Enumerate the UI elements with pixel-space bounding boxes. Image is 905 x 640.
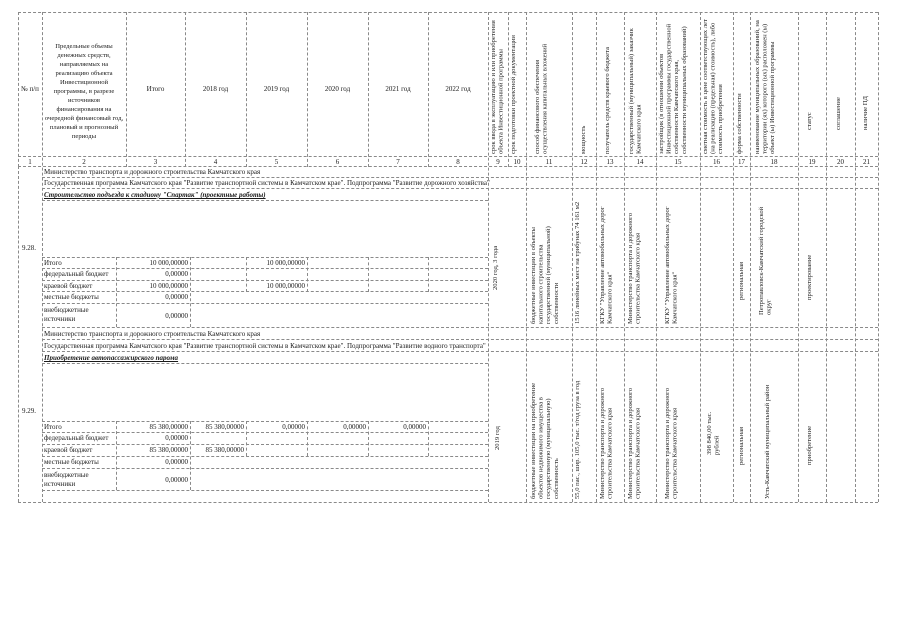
- colnum: 20: [837, 158, 844, 166]
- s2-row-2018: 85 380,00000: [205, 423, 244, 431]
- s2-col9: 2019 год: [494, 426, 501, 450]
- colnum: 10: [513, 158, 521, 166]
- colnum: 16: [713, 158, 720, 166]
- colnum: 1: [28, 158, 32, 166]
- s1-col11: бюджетные инвестиции в объекты капитального строительства государственной (муниципальной) собственности: [530, 226, 560, 324]
- section2-ministry: Министерство транспорта и дорожного строительства Камчатского края: [44, 330, 261, 338]
- header-col18: наименование муниципальных образований, на территории (ях) которого (ых) расположен (ы) объект (ы) Инвестиционной программы: [754, 20, 777, 154]
- s1-row-2019: 10 000,00000: [266, 282, 305, 290]
- header-col11: способ финансового обеспечения осуществления капитальных вложений: [534, 43, 549, 154]
- header-num: № п/п: [21, 85, 39, 93]
- section2-program: Государственная программа Камчатского края "Развитие транспортной системы в Камчатском крае". Подпрограмма "Развитие водного транспорта": [44, 342, 486, 350]
- s1-row-total: 10 000,00000: [149, 259, 188, 267]
- colnum: 21: [863, 158, 870, 166]
- header-2022: 2022 год: [445, 85, 471, 93]
- colnum: 3: [153, 158, 158, 166]
- header-col13: получатель средств краевого бюджета: [604, 47, 611, 154]
- s2-col15: Министерство транспорта и дорожного строительства Камчатского края: [664, 388, 679, 499]
- s2-row-total: 0,00000: [165, 458, 188, 466]
- header-col15: застройщик (в отношении объектов Инвестиционной программы государственной собственности Камчатского края, собственности муниципальных образований): [658, 23, 688, 154]
- s2-col19: приобретение: [806, 425, 813, 465]
- s2-col13: Министерство транспорта и дорожного строительства Камчатского края: [599, 388, 614, 499]
- header-col9: срок ввода в эксплуатацию и или приобретения объекта Инвестиционной программы: [490, 20, 505, 154]
- s2-col14: Министерство транспорта и дорожного строительства Камчатского края: [627, 388, 642, 499]
- s1-col9: 2020 год, 3 года: [492, 245, 499, 290]
- header-col12: мощность: [580, 125, 587, 154]
- colnum: 4: [213, 158, 218, 166]
- colnum: 15: [674, 158, 682, 166]
- s2-row-2021: 0,00000: [403, 423, 426, 431]
- s1-row-label: федеральный бюджет: [44, 270, 109, 278]
- s2-col18: Усть-Камчатский муниципальный район: [764, 384, 771, 499]
- s2-row-2019: 0,00000: [282, 423, 305, 431]
- header-2021: 2021 год: [385, 85, 411, 93]
- colnum: 8: [456, 158, 460, 166]
- s2-row-2020: 0,00000: [343, 423, 366, 431]
- s2-row-label: внебюджетные источники: [44, 471, 89, 488]
- colnum: 18: [770, 158, 778, 166]
- s2-row-label: Итого: [44, 423, 62, 431]
- s2-row-total: 0,00000: [165, 476, 188, 484]
- header-limits: Предельные объемы денежных средств, направляемых на реализацию объекта Инвестиционной программы, в разрезе источников финансирования на очередной финансовый год, плановый и прогнозный периоды: [44, 43, 124, 140]
- s1-row-label: местные бюджеты: [44, 293, 99, 301]
- colnum: 13: [606, 158, 614, 166]
- s2-col16: 398 840,00 тыс. рублей: [706, 411, 721, 455]
- s2-row-label: краевой бюджет: [44, 446, 93, 454]
- header-col17: форма собственности: [736, 93, 743, 154]
- s2-col12: 55,0 пас., шир. 105,0 тыс. т/год груза в год: [574, 380, 581, 499]
- s1-col17: региональная: [738, 261, 745, 300]
- header-2019: 2019 год: [263, 85, 290, 93]
- colnum: 19: [808, 158, 816, 166]
- section1-number: 9.28.: [22, 244, 36, 252]
- s1-row-total: 0,00000: [165, 270, 188, 278]
- colnum: 7: [396, 158, 400, 166]
- section1-program: Государственная программа Камчатского края "Развитие транспортной системы в Камчатском крае". Подпрограмма "Развитие дорожного хозяйства": [44, 179, 490, 187]
- s2-col17: региональная: [738, 426, 745, 465]
- colnum: 12: [580, 158, 588, 166]
- colnum: 14: [636, 158, 644, 166]
- s1-row-label: внебюджетные источники: [44, 306, 89, 323]
- colnum: 6: [335, 158, 340, 166]
- s1-col19: проектирование: [806, 254, 813, 300]
- colnum: 9: [496, 158, 500, 166]
- header-bottom-border: [18, 156, 878, 157]
- section2-number: 9.29.: [22, 407, 36, 415]
- header-2018: 2018 год: [202, 85, 229, 93]
- s1-row-total: 10 000,00000: [149, 282, 188, 290]
- s1-col14: Министерство транспорта и дорожного строительства Камчатского края: [627, 213, 642, 324]
- header-col10: срок подготовки проектной документации: [510, 35, 517, 154]
- colnum: 17: [738, 158, 745, 166]
- colnum: 5: [274, 158, 279, 166]
- s1-row-label: Итого: [44, 259, 62, 267]
- s1-row-2019: 10 000,00000: [266, 259, 305, 267]
- header-col20: соглашение: [835, 97, 842, 130]
- section2-object: Приобретение автопассажирского парома: [44, 354, 179, 362]
- s1-row-label: краевой бюджет: [44, 282, 93, 290]
- header-col14: государственный (муниципальный) заказчик Камчатского края: [628, 28, 643, 154]
- s1-col15: КГКУ "Управление автомобильных дорог Камчатского края": [664, 206, 679, 324]
- colnum: 11: [545, 158, 553, 166]
- header-col19: статус: [806, 112, 813, 130]
- s2-row-label: федеральный бюджет: [44, 434, 109, 442]
- s1-col18: Петропавловск-Камчатский городской округ: [758, 206, 773, 315]
- table-top-border: [18, 12, 878, 13]
- s2-col11: бюджетные инвестиции на приобретение объектов недвижимого имущества в государственную (муниципальную) собственность: [530, 382, 560, 499]
- section1-object: Строительство подъезда к стадиону "Спартак" (проектные работы): [44, 191, 266, 199]
- section1-ministry: Министерство транспорта и дорожного строительства Камчатского края: [44, 168, 261, 176]
- header-col16: сметная стоимость в цене соответствующих лет (на реализацию (предельная) стоимость), либо стоимость приобретения: [702, 19, 725, 154]
- s1-col12: 1516 линейных мест на трибунах 74 161 м2: [574, 201, 581, 324]
- s2-row-total: 85 380,00000: [149, 423, 188, 431]
- header-total: Итого: [146, 85, 165, 93]
- s1-col13: КГКУ "Управление автомобильных дорог Камчатского края": [599, 206, 614, 324]
- s1-row-total: 0,00000: [165, 312, 188, 320]
- header-2020: 2020 год: [324, 85, 351, 93]
- s2-row-2018: 85 380,00000: [205, 446, 244, 454]
- s2-row-label: местные бюджеты: [44, 458, 99, 466]
- s2-row-total: 85 380,00000: [149, 446, 188, 454]
- s2-row-total: 0,00000: [165, 434, 188, 442]
- table-bottom-border: [18, 502, 878, 503]
- colnum: 2: [82, 158, 86, 166]
- s1-row-total: 0,00000: [165, 293, 188, 301]
- header-col21: наличие ПД: [862, 95, 869, 130]
